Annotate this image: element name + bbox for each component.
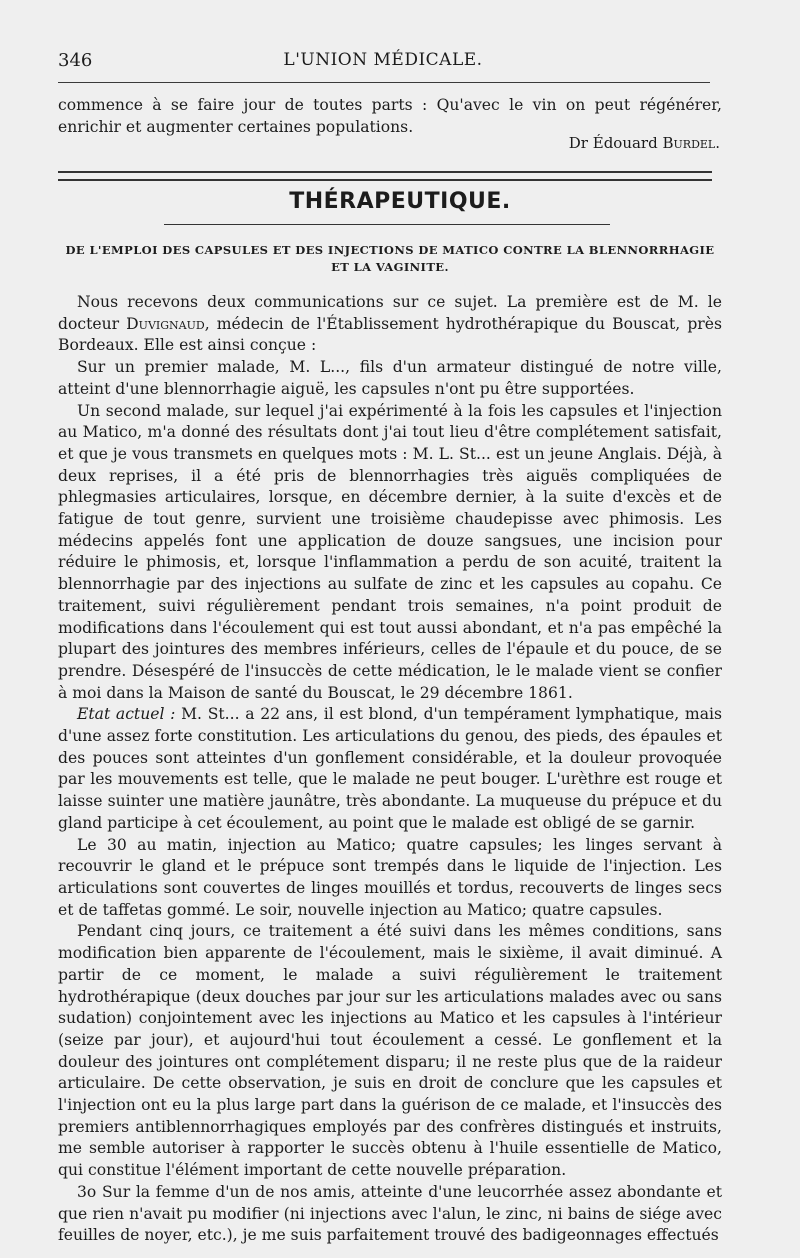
paragraph-2: Sur un premier malade, M. L..., fils d'un armateur distingué de notre ville, atteint d'une blennorrhagie aiguë, les capsules n'ont pu être supportées. — [58, 358, 722, 398]
page-number: 346 — [58, 50, 93, 71]
paragraph-3: Un second malade, sur lequel j'ai expérimenté à la fois les capsules et l'injection au Matico, m'a donné des résultats dont j'ai tout lieu d'être complétement satisfait, et que je vous transmets en quelques mots : M. L. St... est un jeune Anglais. Déjà, à deux reprises, il a été pris de blennorrhagies très aiguës compliquées de phlegmasies articulaires, lorsque, en décembre dernier, à la suite d'excès et de fatigue de tout genre, survient une troisième chaudepisse avec phimosis. Les médecins appelés font une application de douze sangsues, une incision pour réduire le phimosis, et, lorsque l'inflammation a perdu de son acuité, traitent la blennorrhagie par des injections au sulfate de zinc et les capsules au copahu. Ce traitement, suivi régulièrement pendant trois semaines, n'a point produit de modifications dans l'écoulement qui est tout aussi abondant, et n'a pas empêché la plupart des jointures des membres inférieurs, celles de l'épaule et du pouce, de se prendre. Désespéré de l'insuccès de cette médication, le le malade vient se confier à moi dans la Maison de santé du Bouscat, le 29 décembre 1861. — [58, 401, 722, 702]
signature-name: Burdel. — [662, 134, 720, 152]
p1-end: , médecin de l'Établissement hydrothérapique du Bouscat, près Bordeaux. Elle est ainsi conçue : — [58, 314, 722, 355]
author-name: Duvignaud — [126, 314, 205, 333]
paragraph-4 — [58, 704, 722, 834]
running-header — [58, 44, 708, 76]
p1-start: Nous recevons deux communications sur ce sujet. La première est de M. le docteur — [58, 293, 722, 333]
section-title: THÉRAPEUTIQUE. — [289, 189, 511, 214]
paragraph-5: Le 30 au matin, injection au Matico; quatre capsules; les linges servant à recouvrir le gland et le prépuce sont trempés dans le liquide de l'injection. Les articulations sont couvertes de linges mouillés et tordus, recouverts de linges secs et de taffetas gommé. Le soir, nouvelle injection au Matico; quatre capsules. — [58, 835, 722, 919]
paragraph-6: Pendant cinq jours, ce traitement a été suivi dans les mêmes conditions, sans modification bien apparente de l'écoulement, mais le sixième, il avait diminué. A partir de ce moment, le malade a suivi régulièrement le traitement hydrothérapique (deux douches par jour sur les articulations malades avec ou sans sudation) conjointement avec les injections au Matico et les capsules à l'intérieur (seize par jour), et aujourd'hui tout écoulement a cessé. Le gonflement et la douleur des jointures ont complétement disparu; il ne reste plus que de la raideur articulaire. De cette observation, je suis en droit de conclure que les capsules et l'injection ont eu la plus large part dans la guérison de ce malade, et l'insuccès des premiers antiblennorrhagiques employés par des confrères distingués et instruits, me semble autoriser à rapporter le succès obtenu à l'huile essentielle de Matico, qui constitue l'élément important de cette nouvelle préparation. — [58, 922, 722, 1180]
signature-prefix: Dr Édouard — [568, 134, 658, 152]
intro-text: commence à se faire jour de toutes parts : Qu'avec le vin on peut régénérer, enrichir et augmenter certaines populations. — [58, 96, 722, 136]
header-rule — [58, 82, 710, 83]
running-title: L'UNION MÉDICALE. — [283, 50, 483, 70]
article-subtitle: DE L'EMPLOI DES CAPSULES ET DES INJECTIONS DE MATICO CONTRE LA BLENNORRHAGIE ET LA VAGINITE. — [65, 243, 715, 274]
intro-paragraph — [58, 95, 722, 138]
section-short-rule — [164, 224, 610, 225]
signature — [569, 134, 720, 152]
paragraph-1 — [58, 292, 722, 357]
article-body — [58, 292, 722, 1247]
paragraph-7: 3o Sur la femme d'un de nos amis, atteinte d'une leucorrhée assez abondante et que rien n'avait pu modifier (ni injections avec l'alun, le zinc, ni bains de siége avec feuilles de noyer, etc.), je me suis parfaitement trouvé des badigeonnages effectués — [58, 1182, 722, 1245]
etat-actuel-label: Etat actuel : — [77, 705, 176, 724]
section-double-rule — [58, 171, 712, 181]
p4-text: M. St... a 22 ans, il est blond, d'un tempérament lymphatique, mais d'une assez forte constitution. Les articulations du genou, des pieds, des épaules et des pouces sont atteintes d'un gonflement considérable, et la douleur provoquée par les mouvements est telle, que le malade ne peut bouger. L'urèthre est rouge et laisse suinter une matière jaunâtre, très abondante. La muqueuse du prépuce et du gland participe à cet écoulement, au point que le malade est obligé de se garnir. — [58, 705, 723, 832]
